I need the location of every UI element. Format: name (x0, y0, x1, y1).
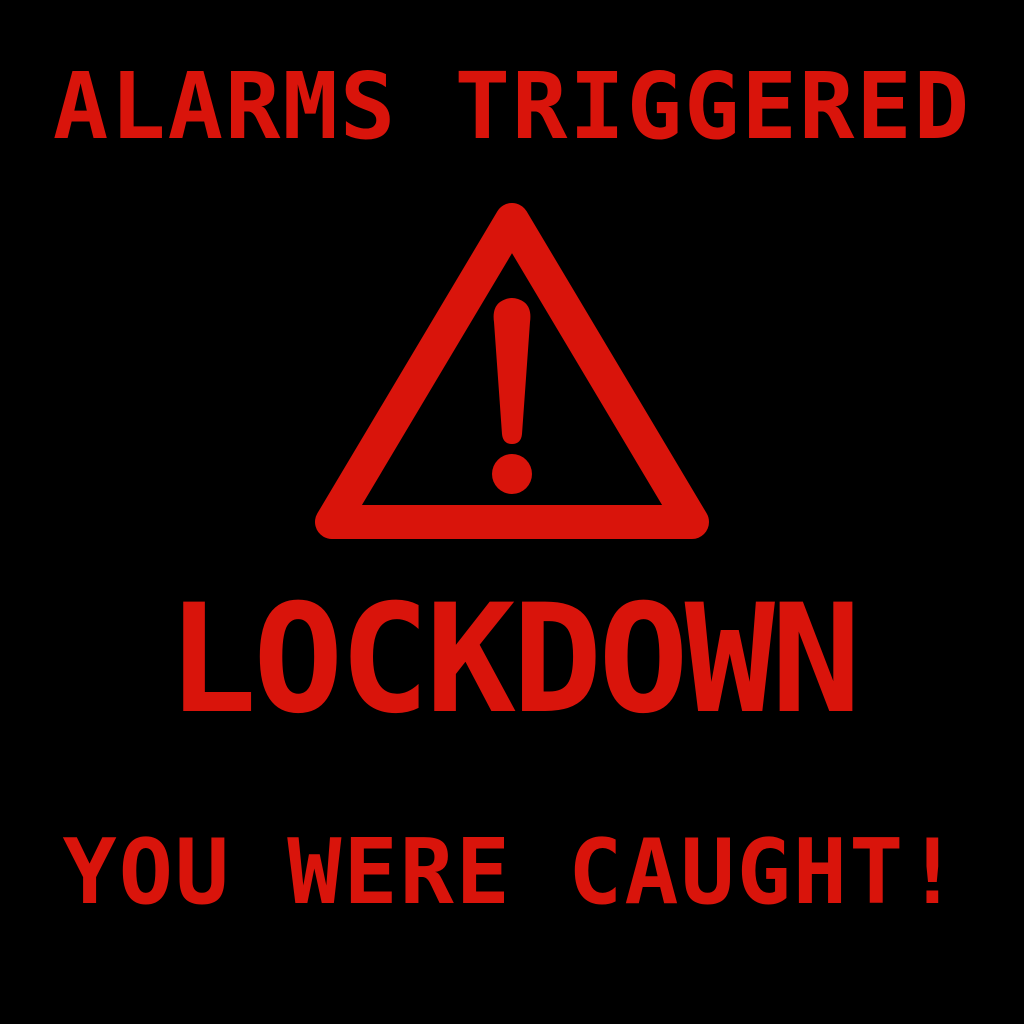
exclamation-dot (492, 454, 532, 494)
alarms-triggered-heading: ALARMS TRIGGERED (52, 53, 972, 160)
you-were-caught-message: YOU WERE CAUGHT! (62, 820, 962, 925)
exclamation-bar (494, 298, 531, 444)
lockdown-title: LOCKDOWN (166, 573, 858, 747)
warning-triangle-icon (314, 198, 710, 544)
